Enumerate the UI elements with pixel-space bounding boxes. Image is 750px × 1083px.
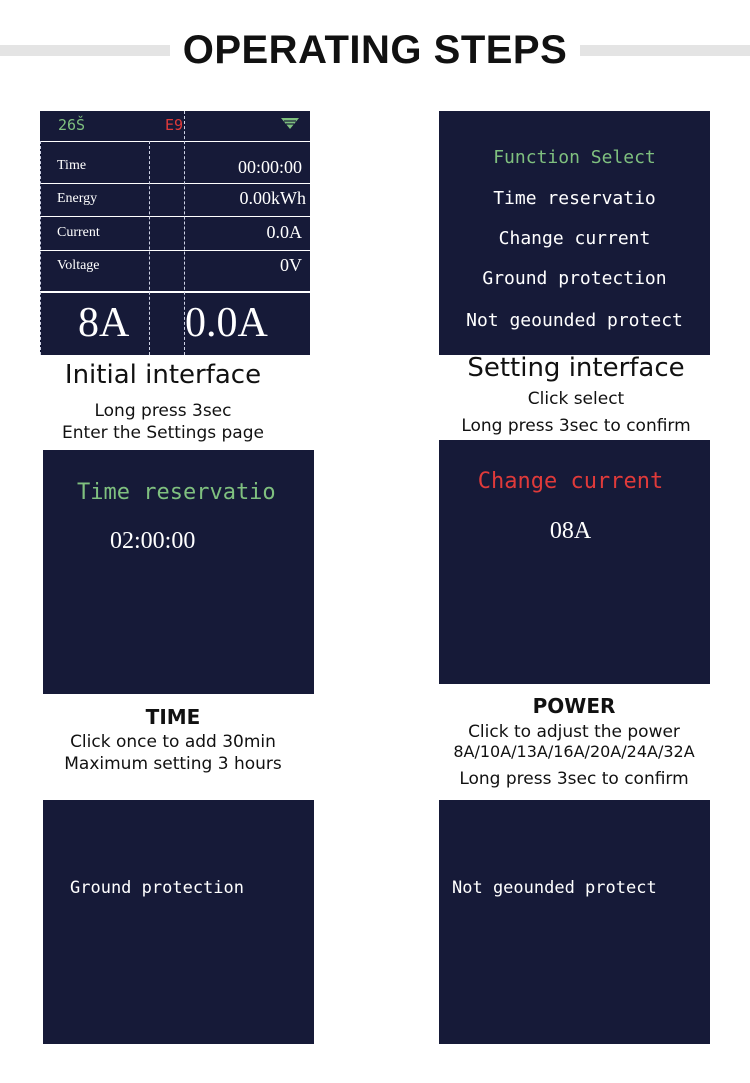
setting-caption-line2: Long press 3sec to confirm [461,416,691,436]
grid-line [149,141,150,355]
row-label-energy: Energy [57,191,98,206]
change-current-value: 08A [549,518,592,544]
power-caption-title: POWER [532,694,616,718]
grid-line [40,291,310,293]
initial-caption-line1: Long press 3sec [94,401,232,421]
page-title: OPERATING STEPS [182,28,568,72]
time-caption-line2: Maximum setting 3 hours [64,754,282,774]
grid-line [40,250,310,251]
power-caption-line2: 8A/10A/13A/16A/20A/24A/32A [453,742,695,761]
signal-icon [280,117,300,131]
row-label-voltage: Voltage [57,258,100,273]
row-value-current: 0.0A [266,222,302,242]
time-reservation-value: 02:00:00 [110,528,196,554]
change-current-screen [439,440,710,684]
menu-item-ground-protection[interactable] [439,268,710,289]
row-label-time: Time [57,158,87,173]
function-select-title: Function Select [493,147,656,168]
set-current-value: 8A [78,300,130,346]
grid-line [40,141,310,142]
row-value-voltage: 0V [280,255,302,275]
power-caption-line3: Long press 3sec to confirm [459,769,689,789]
function-select-screen [439,111,710,355]
ground-protection-text: Ground protection [70,878,244,898]
grid-line [40,141,41,355]
time-caption-line1: Click once to add 30min [70,732,276,752]
setting-caption-title: Setting interface [467,353,685,383]
menu-item-label: Change current [498,228,651,249]
time-caption-title: TIME [145,705,201,729]
setting-caption-line1: Click select [527,389,625,409]
initial-caption-line2: Enter the Settings page [62,423,264,443]
live-current-value: 0.0A [185,300,268,346]
initial-screen [40,111,310,355]
error-code: E9 [165,116,184,134]
row-label-current: Current [57,225,100,240]
grid-line [40,216,310,217]
menu-item-label: Time reservatio [493,188,656,209]
temperature-readout: 26Š [58,116,86,134]
ground-protection-screen [43,800,314,1044]
time-reservation-title: Time reservatio [77,480,276,505]
row-value-energy: 0.00kWh [239,188,306,208]
not-grounded-screen [439,800,710,1044]
initial-caption-title: Initial interface [64,360,262,390]
row-value-time: 00:00:00 [237,157,302,177]
time-reservation-screen [43,450,314,694]
change-current-title: Change current [477,469,664,494]
menu-item-time-reservation[interactable] [439,188,710,209]
menu-item-change-current[interactable] [439,228,710,249]
power-caption-line1: Click to adjust the power [468,722,680,742]
menu-item-not-grounded-protect[interactable] [439,310,710,331]
grid-line [40,183,310,184]
menu-item-label: Not geounded protect [466,310,683,331]
menu-item-label: Ground protection [482,268,667,289]
not-grounded-text: Not geounded protect [452,878,657,898]
